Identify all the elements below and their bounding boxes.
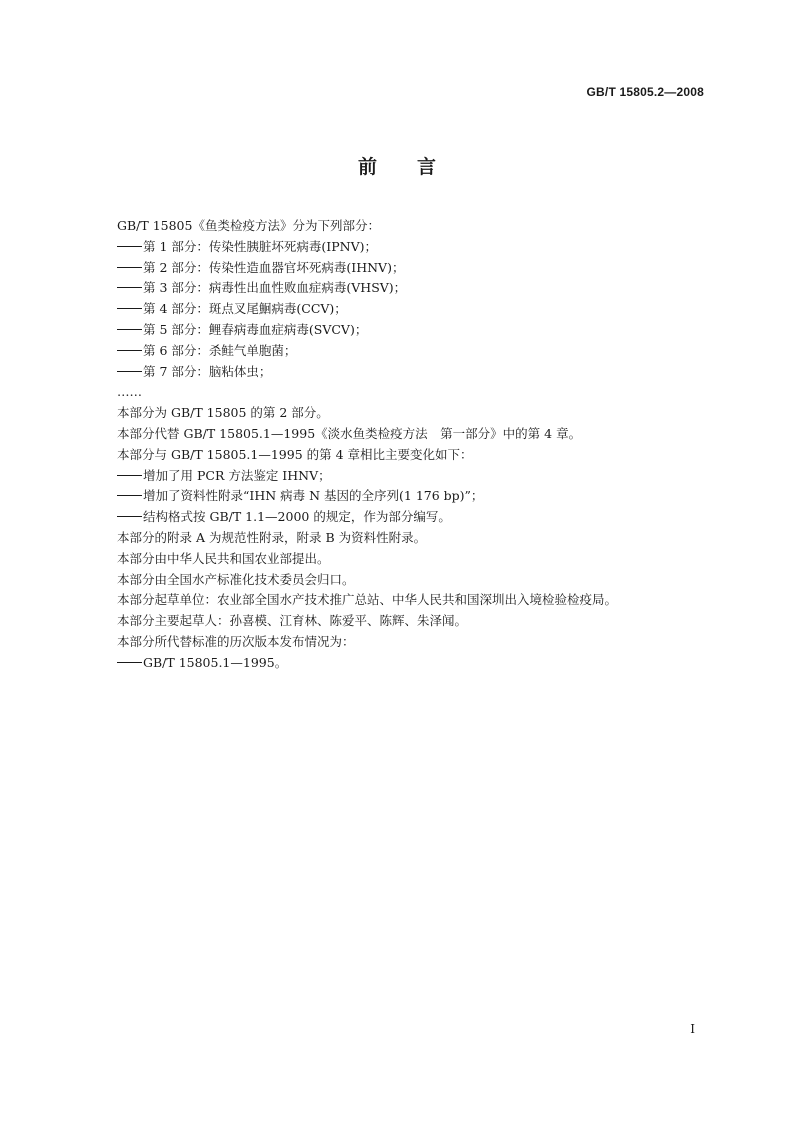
list-item-change-2 <box>117 486 717 507</box>
list-item-change-1 <box>117 466 717 487</box>
appendix-statement: 本部分的附录 A 为规范性附录，附录 B 为资料性附录。 <box>117 529 427 545</box>
list-item-part-4 <box>117 299 717 320</box>
managed-by-statement: 本部分由全国水产标准化技术委员会归口。 <box>117 571 355 587</box>
list-item-text: 第 1 部分：传染性胰脏坏死病毒(IPNV)； <box>143 238 377 254</box>
list-item-text: 增加了资料性附录“IHN 病毒 N 基因的全序列(1 176 bp)”； <box>143 488 484 504</box>
page-title: 前言 <box>357 156 476 178</box>
standard-code-header: GB/T 15805.2—2008 <box>586 85 704 99</box>
list-item-text: 第 3 部分：病毒性出血性败血症病毒(VHSV)； <box>143 280 407 296</box>
list-item-text: 增加了用 PCR 方法鉴定 IHNV； <box>143 467 331 483</box>
drafting-units-statement: 本部分起草单位：农业部全国水产技术推广总站、中华人民共和国深圳出入境检验检疫局。 <box>117 592 618 608</box>
ellipsis-line: …… <box>117 384 142 400</box>
list-item-text: GB/T 15805.1—1995。 <box>143 654 288 670</box>
drafters-statement: 本部分主要起草人：孙喜模、江育林、陈爱平、陈辉、朱泽闻。 <box>117 613 468 629</box>
list-item-text: 第 5 部分：鲤春病毒血症病毒(SVCV)； <box>143 321 368 337</box>
part-of-statement: 本部分为 GB/T 15805 的第 2 部分。 <box>117 405 329 421</box>
replaces-statement: 本部分代替 GB/T 15805.1—1995《淡水鱼类检疫方法 第一部分》中的第 4 章。 <box>117 425 582 441</box>
dash-icon <box>117 329 142 330</box>
proposed-by-statement: 本部分由中华人民共和国农业部提出。 <box>117 550 330 566</box>
dash-icon <box>117 662 142 663</box>
list-item-part-5 <box>117 320 717 341</box>
dash-icon <box>117 308 142 309</box>
history-intro: 本部分所代替标准的历次版本发布情况为： <box>117 633 355 649</box>
list-item-part-3 <box>117 278 717 299</box>
list-item-change-3 <box>117 507 717 528</box>
intro-line: GB/T 15805《鱼类检疫方法》分为下列部分： <box>117 218 380 233</box>
list-item-text: 第 6 部分：杀鲑气单胞菌； <box>143 342 297 358</box>
dash-icon <box>117 475 142 476</box>
list-item-text: 第 7 部分：脑粘体虫； <box>143 363 272 379</box>
foreword-body <box>117 216 717 674</box>
dash-icon <box>117 267 142 268</box>
list-item-history-1 <box>117 653 717 674</box>
dash-icon <box>117 246 142 247</box>
dash-icon <box>117 516 142 517</box>
list-item-text: 第 2 部分：传染性造血器官坏死病毒(IHNV)； <box>143 259 405 275</box>
dash-icon <box>117 350 142 351</box>
list-item-part-2 <box>117 258 717 279</box>
list-item-part-1 <box>117 237 717 258</box>
dash-icon <box>117 287 142 288</box>
list-item-text: 结构格式按 GB/T 1.1—2000 的规定，作为部分编写。 <box>143 509 451 525</box>
dash-icon <box>117 495 142 496</box>
dash-icon <box>117 371 142 372</box>
page-number: I <box>690 1022 695 1036</box>
list-item-text: 第 4 部分：斑点叉尾鮰病毒(CCV)； <box>143 301 347 317</box>
changes-intro: 本部分与 GB/T 15805.1—1995 的第 4 章相比主要变化如下： <box>117 446 473 462</box>
list-item-part-7 <box>117 362 717 383</box>
list-item-part-6 <box>117 341 717 362</box>
